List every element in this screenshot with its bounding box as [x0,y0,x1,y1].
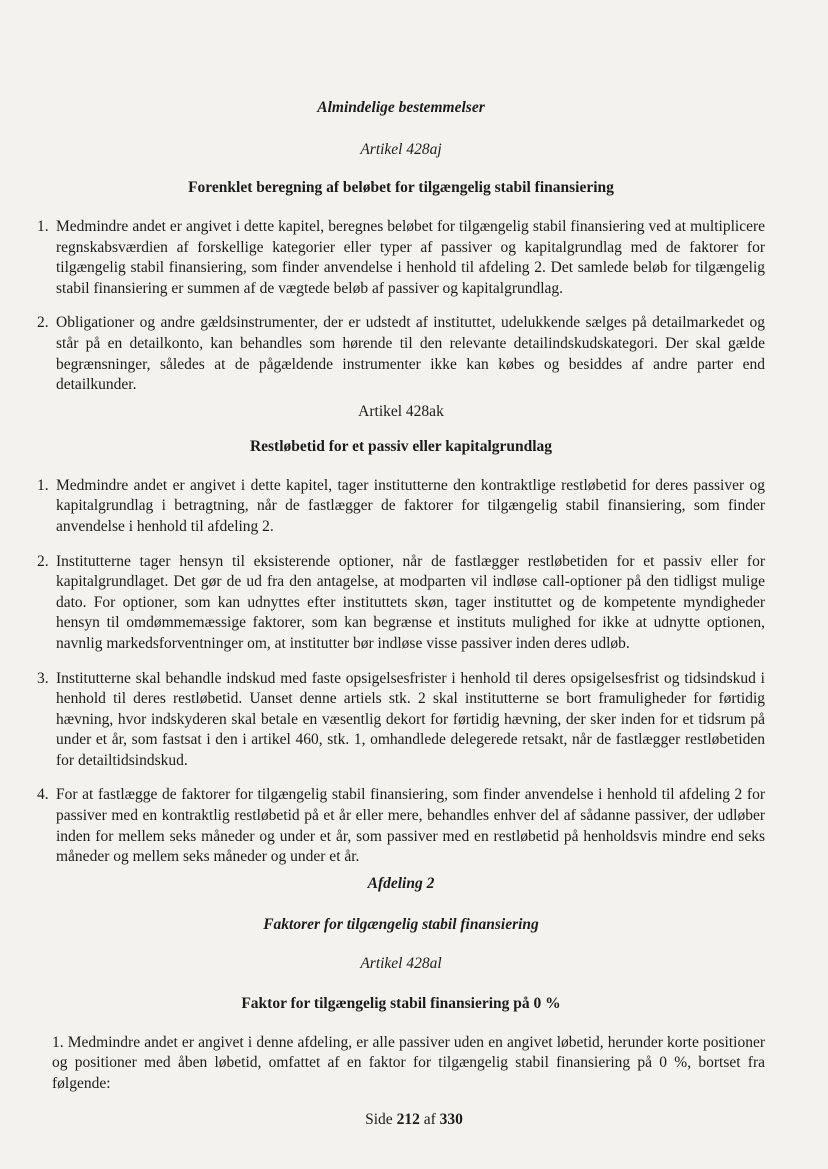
item-number: 1. [37,476,49,494]
article-428al-paragraph: 1. Medmindre andet er angivet i denne afdeling, er alle passiver uden en angivet løbetid, herunder korte positioner og positioner med åben løbetid, omfattet af en faktor for tilgængelig stabil finansiering på 0 %, bortset fra følgende: [52,1033,765,1093]
page-number: 212 [396,1111,420,1128]
page-footer [0,1111,828,1129]
page-total: 330 [439,1111,463,1128]
page-separator: af [423,1111,436,1128]
page-prefix: Side [365,1111,393,1128]
item-text: Institutterne tager hensyn til eksisterende optioner, når de fastlægger restløbetiden for et passiv eller for kapitalgrundlaget. Det gør de ud fra den antagelse, at modparten vil indløse call-optioner på den tidligst mulige dato. For optioner, som kan udnyttes efter instituttets skøn, tager instituttet og de kompetente myndigheder hensyn til omdømmemæssige faktorer, som kan begrænse et instituts mulighed for ikke at udnytte optionen, navnlig markedsforventninger om, at institutter bør indløse visse passiver inden deres udløb. [56,552,765,652]
list-item [37,476,765,538]
article-428al-label: Artikel 428al [360,954,442,972]
document-body [37,98,765,1095]
article-428ak-items [37,476,765,868]
item-number: 3. [37,669,49,687]
list-item [37,217,765,299]
article-428aj-items [37,217,765,396]
item-text: Institutterne skal behandle indskud med faste opsigelsesfrister i henhold til deres opsigelsesfrist og tidsindskud i henhold til deres restløbetid. Uanset denne artiels stk. 2 skal institutterne se bort framuligheder for førtidig hævning, hvor indskyderen skal betale en væsentlig dekort for førtidig hævning, der sker inden for et tidsrum på under et år, som fastsat i den i artikel 460, stk. 1, omhandlede delegerede retsakt, når de fastlægger restløbetiden for detailtidsindskud. [56,669,765,769]
article-428aj-title: Forenklet beregning af beløbet for tilgængelig stabil finansiering [188,179,614,196]
list-item [37,785,765,867]
article-428ak-label: Artikel 428ak [358,402,444,420]
item-number: 2. [37,552,49,570]
item-text: Medmindre andet er angivet i dette kapitel, beregnes beløbet for tilgængelig stabil finansiering ved at multiplicere regnskabsværdien af forskellige kategorier eller typer af passiver og kapitalgrundlag med de faktorer for tilgængelig stabil finansiering, som finder anvendelse i henhold til afdeling 2. Det samlede beløb for tilgængelig stabil finansiering er summen af de vægtede beløb af passiver og kapitalgrundlag. [56,218,765,297]
item-text: Obligationer og andre gældsinstrumenter, der er udstedt af instituttet, udelukkende sælges på detailmarkedet og står på en detailkonto, kan behandles som hørende til den relevante detailindskudskategori. Der skal gælde begrænsninger, således at de pågældende instrumenter ikke kan købes og besiddes af andre parter end detailkunder. [56,314,765,394]
list-item [37,552,765,655]
heading-afdeling-2: Afdeling 2 [367,874,435,892]
list-item [37,669,765,772]
article-428aj-label: Artikel 428aj [360,141,442,158]
item-number: 4. [37,786,49,804]
heading-factors: Faktorer for tilgængelig stabil finansiering [263,915,539,933]
item-text: For at fastlægge de faktorer for tilgængelig stabil finansiering, som finder anvendelse i henhold til afdeling 2 for passiver med en kontraktlig restløbetid på et år eller mere, behandles enhver del af sådanne passiver, der udløber inden for mellem seks måneder og under et år, som passiver med en restløbetid på henholdsvis mindre end seks måneder og mellem seks måneder og under et år. [56,786,765,866]
heading-general-provisions: Almindelige bestemmelser [317,99,485,116]
item-number: 2. [37,314,49,332]
list-item [37,313,765,395]
item-text: Medmindre andet er angivet i dette kapitel, tager institutterne den kontraktlige restløbetid for deres passiver og kapitalgrundlag i betragtning, når de fastlægger de faktorer for tilgængelig stabil finansiering, som finder anvendelse i henhold til afdeling 2. [56,476,765,535]
article-428al-title: Faktor for tilgængelig stabil finansiering på 0 % [241,994,561,1012]
item-number: 1. [37,218,49,235]
article-428ak-title: Restløbetid for et passiv eller kapitalgrundlag [249,437,553,455]
